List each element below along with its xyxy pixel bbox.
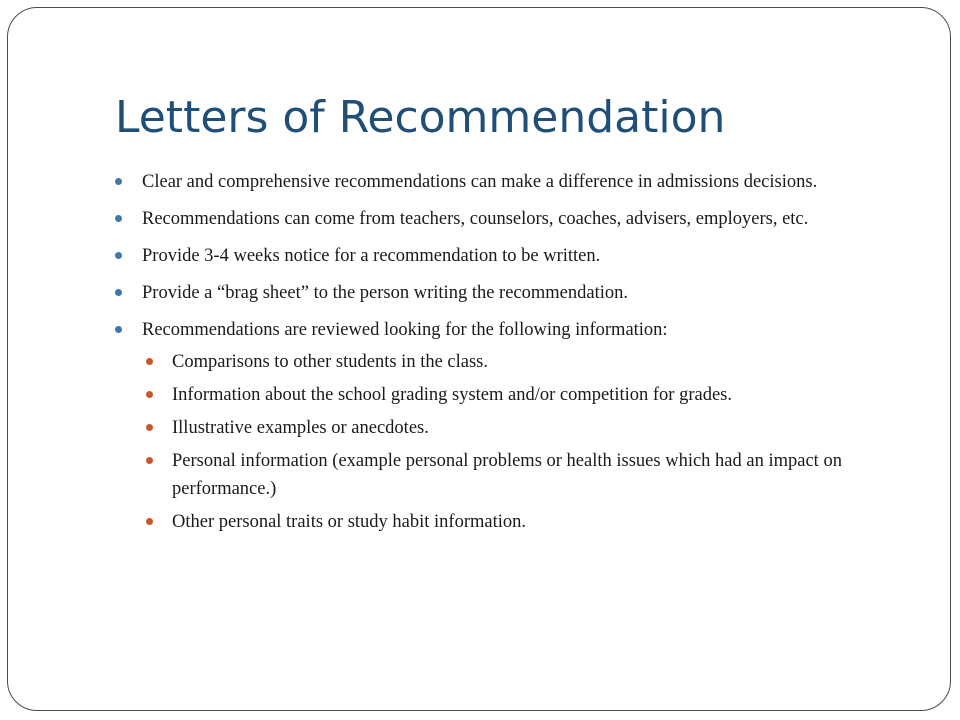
- bullet-item: [142, 316, 912, 536]
- bullet-text: Clear and comprehensive recommendations can make a difference in admissions decisions.: [142, 172, 818, 192]
- sub-bullet-item: [172, 447, 912, 503]
- sub-bullet-item: [172, 381, 912, 409]
- bullet-text: Provide 3-4 weeks notice for a recommendation to be written.: [142, 246, 601, 266]
- bullet-text: Provide a “brag sheet” to the person writing the recommendation.: [142, 283, 628, 303]
- bullet-item: [142, 205, 912, 233]
- sub-bullet-text: Comparisons to other students in the class.: [172, 352, 489, 372]
- slide-frame: [7, 7, 951, 711]
- sub-bullet-item: [172, 348, 912, 376]
- sub-bullet-text: Information about the school grading system and/or competition for grades.: [172, 385, 733, 405]
- slide-title: Letters of Recommendation: [115, 92, 726, 143]
- sub-bullet-item: [172, 414, 912, 442]
- bullet-text: Recommendations can come from teachers, counselors, coaches, advisers, employers, etc.: [142, 209, 809, 229]
- sub-bullet-text: Illustrative examples or anecdotes.: [172, 418, 429, 438]
- sub-bullet-text: Personal information (example personal problems or health issues which had an impact on performance.): [172, 451, 842, 499]
- bullet-item: [142, 168, 912, 196]
- bullet-text: Recommendations are reviewed looking for the following information:: [142, 320, 668, 340]
- bullet-item: [142, 242, 912, 270]
- bullet-list: [142, 164, 912, 545]
- bullet-item: [142, 279, 912, 307]
- sub-bullet-text: Other personal traits or study habit information.: [172, 512, 526, 532]
- sub-bullet-item: [172, 508, 912, 536]
- sub-bullet-list: [142, 348, 912, 536]
